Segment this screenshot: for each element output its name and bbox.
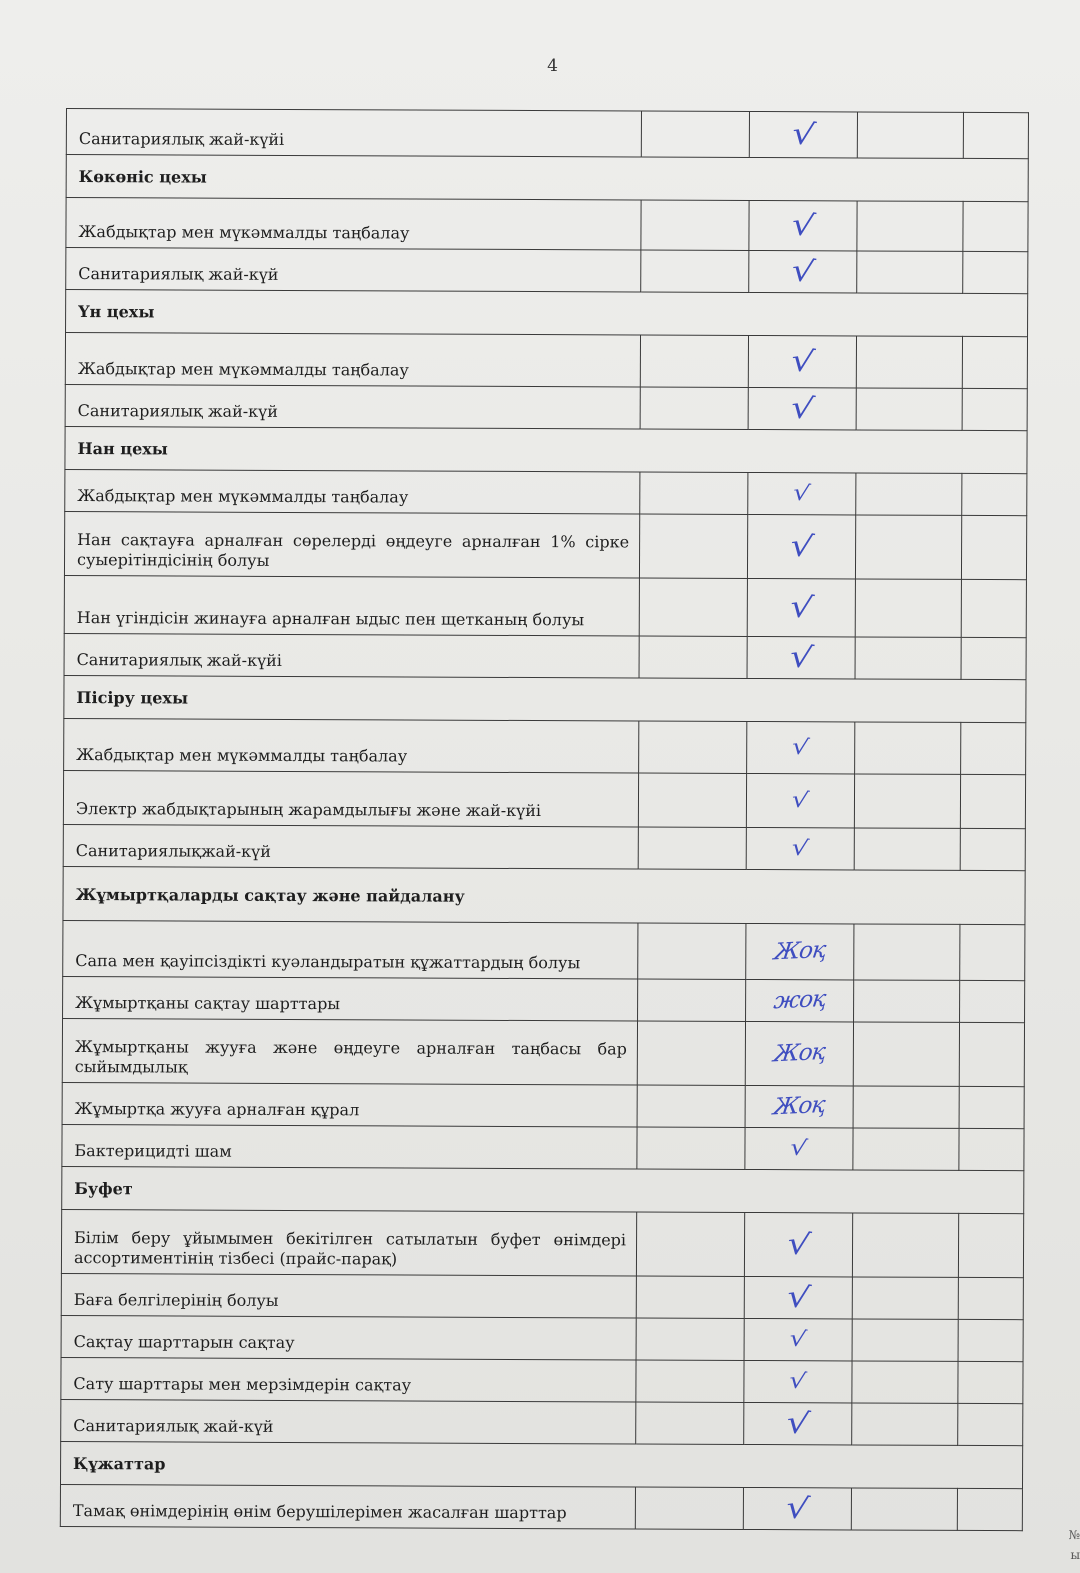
- checkmark-icon: √: [791, 479, 813, 507]
- section-row: [66, 290, 1028, 337]
- section-row: [64, 675, 1026, 722]
- empty-cell: [958, 1403, 1023, 1445]
- empty-cell: [854, 774, 960, 828]
- empty-cell: [857, 251, 963, 293]
- checkmark-icon: √: [789, 115, 818, 154]
- empty-cell: [636, 1360, 744, 1402]
- empty-cell: [851, 1488, 957, 1530]
- empty-cell: [641, 200, 749, 250]
- empty-cell: [853, 1022, 959, 1086]
- table-row: [65, 384, 1027, 430]
- empty-cell: [958, 1319, 1023, 1361]
- table-row: [62, 1124, 1024, 1170]
- table-row: [65, 333, 1027, 389]
- empty-cell: [640, 387, 748, 429]
- item-label: Жабдықтар мен мүкәммалды таңбалау: [64, 718, 639, 773]
- table-row: [61, 1273, 1023, 1319]
- mark-cell: [748, 335, 856, 387]
- item-label: Сапа мен қауіпсіздікті куәландыратын құжаттардың болуы: [63, 920, 638, 979]
- section-title: Үн цехы: [66, 290, 1028, 337]
- checkmark-icon: √: [787, 588, 816, 627]
- empty-cell: [961, 722, 1026, 774]
- table-row: [64, 718, 1026, 774]
- item-label: Тамақ өнімдерінің өнім берушілерімен жасалған шарттар: [60, 1484, 635, 1529]
- item-label: Жабдықтар мен мүкәммалды таңбалау: [65, 469, 640, 514]
- empty-cell: [962, 388, 1027, 430]
- mark-cell: [745, 1127, 853, 1169]
- empty-cell: [641, 250, 749, 292]
- checkmark-icon: √: [784, 1278, 813, 1317]
- mark-cell: [747, 578, 855, 636]
- table-row: [61, 1399, 1023, 1445]
- table-row: [63, 770, 1025, 828]
- item-label: Бактерицидті шам: [62, 1124, 637, 1169]
- checkmark-icon: √: [788, 342, 817, 381]
- empty-cell: [961, 637, 1026, 679]
- empty-cell: [963, 201, 1028, 251]
- empty-cell: [855, 515, 961, 579]
- table-row: [64, 511, 1026, 579]
- table-row: [63, 920, 1025, 980]
- table-row: [64, 633, 1026, 679]
- mark-cell: [745, 1021, 853, 1085]
- empty-cell: [958, 1361, 1023, 1403]
- item-label: Жұмыртқа жууға арналған құрал: [62, 1082, 637, 1127]
- section-row: [62, 1166, 1024, 1213]
- empty-cell: [638, 827, 746, 869]
- empty-cell: [637, 1021, 745, 1085]
- mark-cell: [746, 773, 854, 827]
- section-row: [63, 866, 1025, 924]
- empty-cell: [639, 514, 747, 578]
- empty-cell: [960, 980, 1025, 1022]
- item-label: Сату шарттары мен мерзімдерін сақтау: [61, 1357, 636, 1402]
- empty-cell: [960, 828, 1025, 870]
- empty-cell: [636, 1212, 744, 1276]
- checklist-table: [60, 108, 1029, 1531]
- empty-cell: [961, 579, 1026, 637]
- item-label: Санитариялық жай-күй: [66, 248, 641, 293]
- empty-cell: [640, 335, 748, 387]
- empty-cell: [856, 473, 962, 515]
- handwritten-mark: жоқ: [772, 985, 827, 1014]
- item-label: Санитариялық жай-күйі: [66, 109, 641, 158]
- mark-cell: [748, 472, 856, 514]
- empty-cell: [856, 336, 962, 388]
- item-label: Жабдықтар мен мүкәммалды таңбалау: [65, 333, 640, 388]
- empty-cell: [636, 1402, 744, 1444]
- checkmark-icon: √: [784, 1225, 813, 1264]
- checkmark-icon: √: [790, 733, 811, 761]
- empty-cell: [641, 111, 749, 157]
- checkmark-icon: √: [787, 527, 816, 566]
- mark-cell: [749, 200, 857, 250]
- checkmark-icon: √: [788, 252, 817, 291]
- empty-cell: [957, 1488, 1022, 1530]
- empty-cell: [959, 1128, 1024, 1170]
- item-label: Нан сақтауға арналған сөрелерді өңдеуге арналған 1% сірке суыерітіндісінің болуы: [64, 511, 639, 578]
- empty-cell: [853, 1086, 959, 1128]
- empty-cell: [638, 923, 746, 979]
- empty-cell: [638, 979, 746, 1021]
- section-row: [65, 426, 1027, 473]
- empty-cell: [963, 251, 1028, 293]
- table-row: [63, 976, 1025, 1022]
- empty-cell: [852, 1213, 958, 1277]
- corner-note: № ы: [1068, 1528, 1080, 1562]
- section-row: [66, 155, 1028, 202]
- table-row: [61, 1357, 1023, 1403]
- handwritten-mark: Жоқ: [772, 1038, 827, 1067]
- handwritten-mark: Жоқ: [771, 1091, 827, 1120]
- item-label: Санитариялық жай-күй: [61, 1399, 636, 1444]
- mark-cell: [744, 1276, 852, 1318]
- table-row: [65, 469, 1027, 515]
- item-label: Нан үгіндісін жинауға арналған ыдыс пен щетканың болуы: [64, 575, 639, 636]
- empty-cell: [854, 980, 960, 1022]
- empty-cell: [852, 1361, 958, 1403]
- checkmark-icon: √: [783, 1404, 812, 1443]
- empty-cell: [857, 201, 963, 251]
- item-label: Электр жабдықтарының жарамдылығы және жай-күйі: [63, 770, 638, 827]
- section-title: Көкөніс цехы: [66, 155, 1028, 202]
- mark-cell: [747, 721, 855, 773]
- checkmark-icon: √: [788, 1134, 810, 1162]
- section-row: [60, 1441, 1022, 1488]
- empty-cell: [852, 1403, 958, 1445]
- empty-cell: [638, 773, 746, 827]
- item-label: Санитариялық жай-күйі: [64, 633, 639, 678]
- section-title: Нан цехы: [65, 426, 1027, 473]
- empty-cell: [958, 1277, 1023, 1319]
- mark-cell: [747, 514, 855, 578]
- checklist-sheet: [60, 108, 1029, 1531]
- empty-cell: [636, 1318, 744, 1360]
- mark-cell: [746, 923, 854, 979]
- empty-cell: [963, 112, 1028, 158]
- empty-cell: [962, 336, 1027, 388]
- mark-cell: [746, 827, 854, 869]
- empty-cell: [637, 1085, 745, 1127]
- empty-cell: [958, 1213, 1023, 1277]
- empty-cell: [639, 578, 747, 636]
- empty-cell: [636, 1276, 744, 1318]
- empty-cell: [637, 1127, 745, 1169]
- mark-cell: [749, 111, 857, 157]
- mark-cell: [746, 979, 854, 1021]
- checklist-body: [60, 109, 1028, 1531]
- empty-cell: [855, 637, 961, 679]
- item-label: Санитариялықжай-күй: [63, 824, 638, 869]
- checkmark-icon: √: [788, 389, 817, 428]
- empty-cell: [962, 473, 1027, 515]
- checkmark-icon: √: [789, 206, 817, 245]
- mark-cell: [743, 1487, 851, 1529]
- mark-cell: [747, 636, 855, 678]
- empty-cell: [961, 515, 1026, 579]
- empty-cell: [856, 388, 962, 430]
- table-row: [60, 1484, 1022, 1530]
- item-label: Жұмыртқаны сақтау шарттары: [63, 976, 638, 1021]
- checkmark-icon: √: [790, 834, 811, 862]
- item-label: Білім беру ұйымымен бекітілген сатылатын буфет өнімдері ассортиментінің тізбесі (прайс-парақ): [61, 1209, 636, 1276]
- mark-cell: [744, 1212, 852, 1276]
- mark-cell: [744, 1360, 852, 1402]
- mark-cell: [749, 250, 857, 292]
- empty-cell: [959, 1086, 1024, 1128]
- checkmark-icon: √: [788, 1325, 809, 1353]
- mark-cell: [744, 1402, 852, 1444]
- checkmark-icon: √: [790, 786, 811, 814]
- checkmark-icon: √: [787, 638, 816, 677]
- empty-cell: [852, 1277, 958, 1319]
- mark-cell: [744, 1318, 852, 1360]
- checkmark-icon: √: [783, 1489, 812, 1528]
- empty-cell: [855, 722, 961, 774]
- empty-cell: [639, 721, 747, 773]
- table-row: [66, 198, 1028, 252]
- section-title: Буфет: [62, 1166, 1024, 1213]
- table-row: [61, 1315, 1023, 1361]
- table-row: [62, 1018, 1024, 1086]
- handwritten-mark: Жоқ: [772, 936, 827, 965]
- section-title: Жұмыртқаларды сақтау және пайдалану: [63, 866, 1025, 924]
- table-row: [66, 109, 1028, 159]
- item-label: Баға белгілерінің болуы: [61, 1273, 636, 1318]
- empty-cell: [855, 579, 961, 637]
- item-label: Жабдықтар мен мүкәммалды таңбалау: [66, 198, 641, 251]
- table-row: [61, 1209, 1023, 1277]
- item-label: Санитариялық жай-күй: [65, 384, 640, 429]
- empty-cell: [959, 1022, 1024, 1086]
- empty-cell: [854, 924, 960, 980]
- section-title: Пісіру цехы: [64, 675, 1026, 722]
- empty-cell: [960, 774, 1025, 828]
- empty-cell: [857, 112, 963, 158]
- table-row: [64, 575, 1026, 637]
- checkmark-icon: √: [787, 1367, 809, 1395]
- empty-cell: [635, 1487, 743, 1529]
- empty-cell: [853, 1128, 959, 1170]
- empty-cell: [852, 1319, 958, 1361]
- empty-cell: [639, 636, 747, 678]
- table-row: [62, 1082, 1024, 1128]
- empty-cell: [640, 472, 748, 514]
- item-label: Жұмыртқаны жууға және өңдеуге арналған таңбасы бар сыйымдылық: [62, 1018, 637, 1085]
- section-title: Құжаттар: [60, 1441, 1022, 1488]
- mark-cell: [745, 1085, 853, 1127]
- page-number: 4: [547, 56, 558, 76]
- empty-cell: [960, 924, 1025, 980]
- item-label: Сақтау шарттарын сақтау: [61, 1315, 636, 1360]
- table-row: [66, 248, 1028, 294]
- empty-cell: [854, 828, 960, 870]
- mark-cell: [748, 387, 856, 429]
- table-row: [63, 824, 1025, 870]
